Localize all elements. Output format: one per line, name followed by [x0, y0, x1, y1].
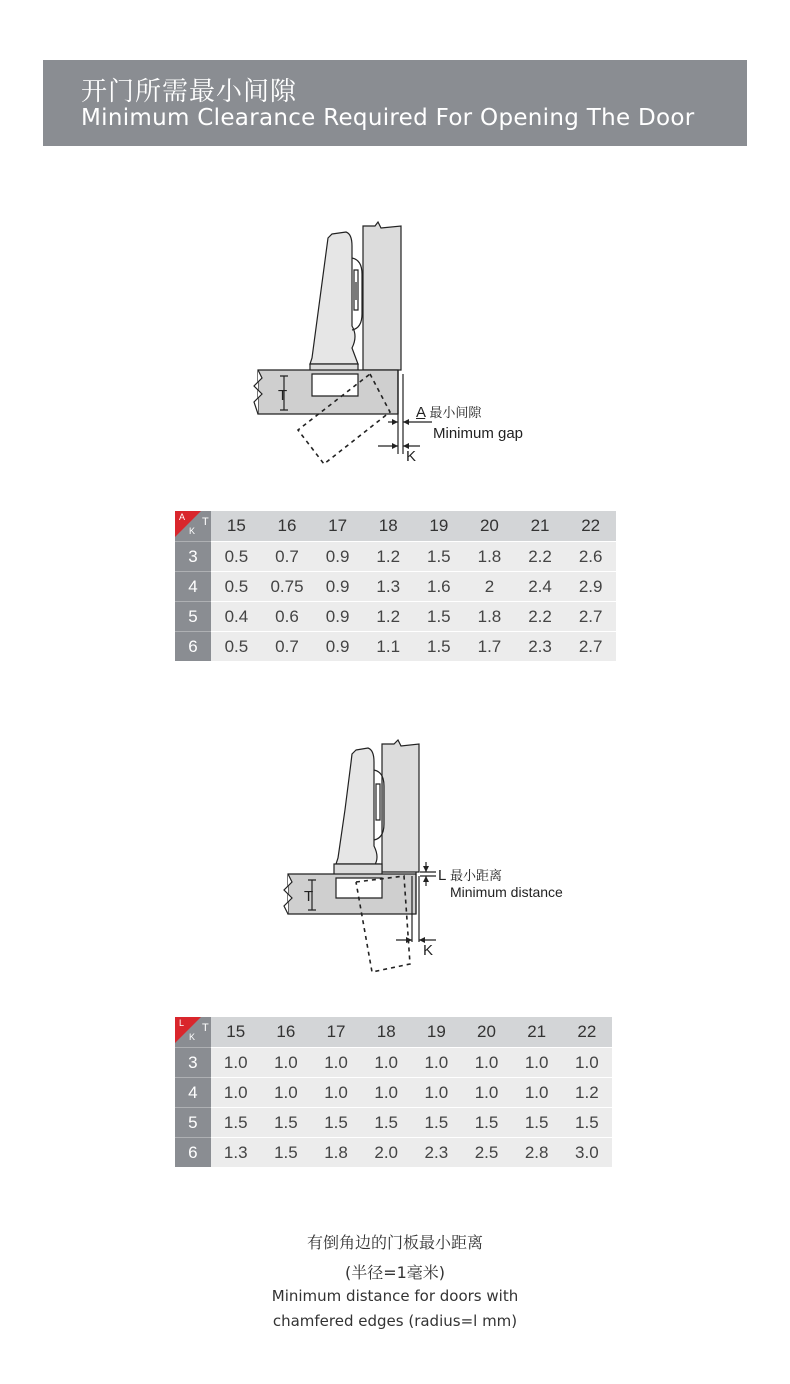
row-header: 6	[175, 1137, 211, 1167]
table-cell: 1.0	[411, 1047, 461, 1077]
column-header: 15	[211, 1017, 261, 1047]
table-cell: 1.5	[261, 1137, 311, 1167]
table-cell: 1.5	[361, 1107, 411, 1137]
corner-row-key: L	[179, 1018, 185, 1028]
row-header: 5	[175, 601, 211, 631]
table-cell: 1.8	[464, 601, 515, 631]
table-header-row	[175, 1017, 612, 1047]
table-cell: 1.5	[414, 541, 465, 571]
table-cell: 2.3	[515, 631, 566, 661]
table-row	[175, 1077, 612, 1107]
table-cell: 1.5	[414, 631, 465, 661]
table-cell: 0.4	[211, 601, 262, 631]
table-cell: 0.6	[262, 601, 313, 631]
table-cell: 2.0	[361, 1137, 411, 1167]
table-cell: 0.5	[211, 571, 262, 601]
table-cell: 3.0	[562, 1137, 612, 1167]
table-cell: 0.9	[312, 601, 363, 631]
diagram1-k: K	[406, 448, 417, 465]
column-header: 22	[562, 1017, 612, 1047]
column-header: 21	[515, 511, 566, 541]
table-cell: 2.5	[461, 1137, 511, 1167]
corner-k: K	[189, 1032, 196, 1042]
row-header: 6	[175, 631, 211, 661]
table-header-row	[175, 511, 616, 541]
table-cell: 1.0	[311, 1047, 361, 1077]
table-row	[175, 631, 616, 661]
column-header: 16	[262, 511, 313, 541]
table-cell: 0.9	[312, 631, 363, 661]
title-zh: 开门所需最小间隙	[81, 77, 298, 107]
table-corner	[175, 1017, 211, 1047]
title-en: Minimum Clearance Required For Opening The Door	[81, 105, 695, 131]
column-header: 17	[311, 1017, 361, 1047]
table-cell: 1.0	[461, 1047, 511, 1077]
diagram1-t: T	[278, 387, 288, 404]
table-cell: 1.0	[311, 1077, 361, 1107]
table-cell: 1.5	[261, 1107, 311, 1137]
table-cell: 1.8	[464, 541, 515, 571]
row-header: 4	[175, 1077, 211, 1107]
table-cell: 2.2	[515, 601, 566, 631]
hinge-diagram-distance	[270, 736, 470, 986]
table-cell: 2.4	[515, 571, 566, 601]
column-header: 20	[461, 1017, 511, 1047]
table-cell: 0.75	[262, 571, 313, 601]
diagram1-a-en: Minimum gap	[433, 425, 524, 442]
table-cell: 2.3	[411, 1137, 461, 1167]
diagram2-t: T	[304, 888, 314, 905]
table-cell: 1.0	[211, 1047, 261, 1077]
table-cell: 0.9	[312, 571, 363, 601]
table-cell: 1.2	[562, 1077, 612, 1107]
corner-k: K	[189, 526, 196, 536]
table-cell: 1.2	[363, 541, 414, 571]
table-cell: 1.0	[361, 1047, 411, 1077]
diagram1-a-zh: 最小间隙	[429, 406, 482, 421]
table-cell: 1.5	[411, 1107, 461, 1137]
table-cell: 2.6	[565, 541, 616, 571]
row-header: 3	[175, 541, 211, 571]
table-cell: 1.2	[363, 601, 414, 631]
table-cell: 1.0	[261, 1047, 311, 1077]
column-header: 16	[261, 1017, 311, 1047]
table-cell: 1.1	[363, 631, 414, 661]
table-cell: 1.5	[512, 1107, 562, 1137]
table-corner	[175, 511, 211, 541]
table-cell: 2.7	[565, 631, 616, 661]
table-row	[175, 1137, 612, 1167]
diagram1-a: A	[416, 404, 426, 421]
table-cell: 1.5	[311, 1107, 361, 1137]
table-cell: 2	[464, 571, 515, 601]
footer-line-en-1: Minimum distance for doors with	[271, 1287, 519, 1305]
column-header: 21	[512, 1017, 562, 1047]
header-banner	[43, 60, 747, 146]
corner-col-key: T	[202, 1022, 209, 1034]
table-cell: 2.9	[565, 571, 616, 601]
corner-col-key: T	[202, 516, 209, 528]
table-cell: 0.5	[211, 631, 262, 661]
table-row	[175, 1047, 612, 1077]
table-row	[175, 571, 616, 601]
table-cell: 0.9	[312, 541, 363, 571]
column-header: 20	[464, 511, 515, 541]
column-header: 15	[211, 511, 262, 541]
table-cell: 1.0	[461, 1077, 511, 1107]
table-cell: 1.7	[464, 631, 515, 661]
table-cell: 1.8	[311, 1137, 361, 1167]
table-cell: 1.6	[414, 571, 465, 601]
table-cell: 0.7	[262, 631, 313, 661]
row-header: 4	[175, 571, 211, 601]
diagram2-k: K	[423, 942, 434, 959]
table-cell: 1.5	[461, 1107, 511, 1137]
table-row	[175, 541, 616, 571]
table-cell: 1.0	[512, 1077, 562, 1107]
diagram1-a-label	[416, 404, 481, 423]
table-cell: 1.0	[411, 1077, 461, 1107]
clearance-table-distance	[175, 1017, 612, 1167]
column-header: 22	[565, 511, 616, 541]
table-cell: 1.5	[211, 1107, 261, 1137]
table-cell: 1.5	[562, 1107, 612, 1137]
diagram2-l-en: Minimum distance	[450, 884, 563, 900]
row-header: 3	[175, 1047, 211, 1077]
table-cell: 1.5	[414, 601, 465, 631]
table-cell: 1.0	[211, 1077, 261, 1107]
column-header: 18	[361, 1017, 411, 1047]
row-header: 5	[175, 1107, 211, 1137]
diagram2-l: L	[438, 867, 446, 884]
table-cell: 1.0	[562, 1047, 612, 1077]
table-row	[175, 1107, 612, 1137]
table-cell: 1.0	[261, 1077, 311, 1107]
hinge-diagram-gap	[240, 218, 460, 478]
table-cell: 2.8	[512, 1137, 562, 1167]
table-cell: 0.5	[211, 541, 262, 571]
corner-row-key: A	[179, 512, 186, 522]
table-cell: 1.0	[361, 1077, 411, 1107]
diagram2-l-zh: 最小距离	[449, 869, 502, 884]
footer-line-zh-2: (半径=1毫米)	[344, 1263, 446, 1282]
table-cell: 0.7	[262, 541, 313, 571]
table-cell: 1.3	[211, 1137, 261, 1167]
column-header: 19	[411, 1017, 461, 1047]
column-header: 19	[414, 511, 465, 541]
clearance-table-gap	[175, 511, 616, 661]
table-cell: 2.7	[565, 601, 616, 631]
footer-line-en-2: chamfered edges (radius=l mm)	[272, 1312, 518, 1330]
table-cell: 1.0	[512, 1047, 562, 1077]
column-header: 17	[312, 511, 363, 541]
footer-line-zh-1: 有倒角边的门板最小距离	[306, 1233, 483, 1252]
column-header: 18	[363, 511, 414, 541]
table-cell: 1.3	[363, 571, 414, 601]
table-row	[175, 601, 616, 631]
table-cell: 2.2	[515, 541, 566, 571]
